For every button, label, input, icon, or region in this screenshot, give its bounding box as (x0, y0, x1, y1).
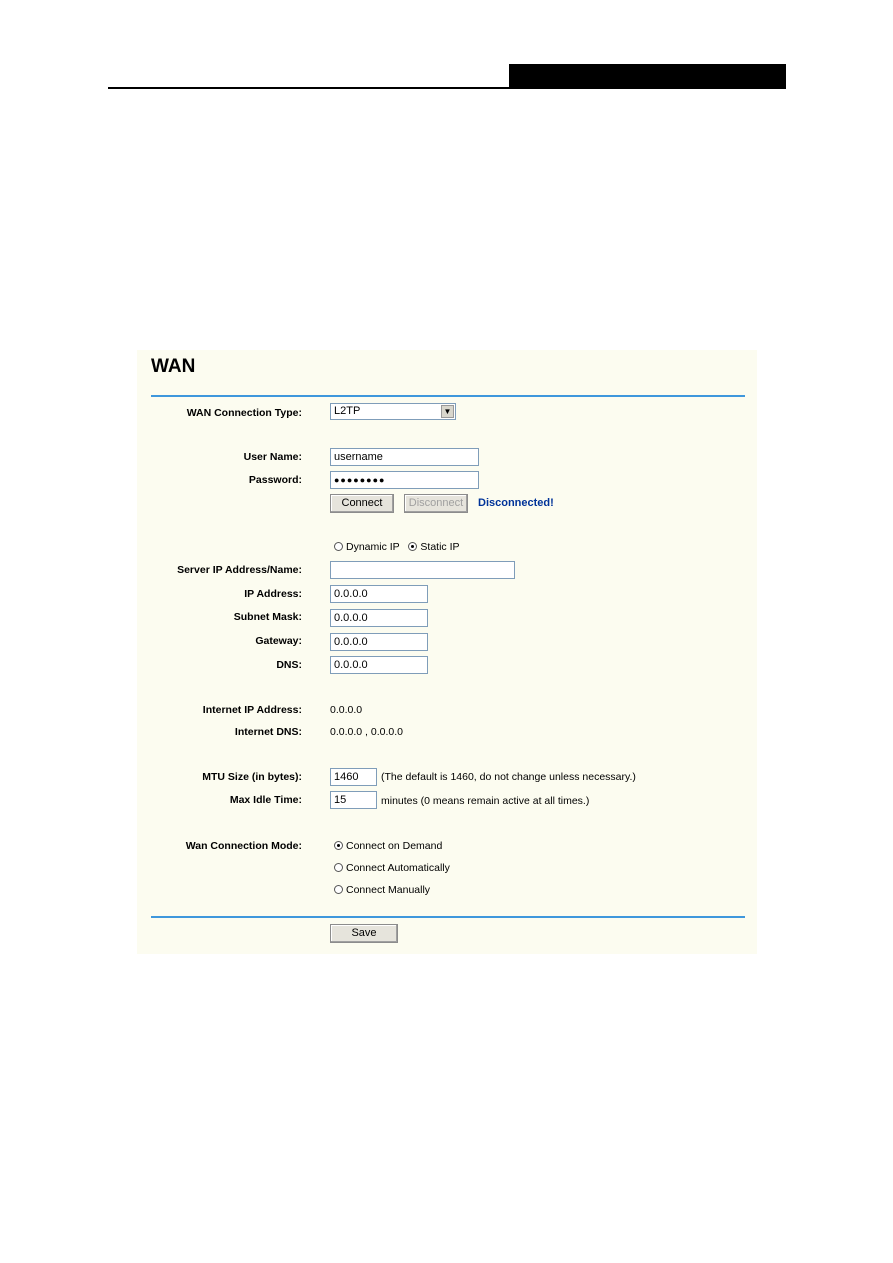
static-ip-radio[interactable] (408, 541, 459, 553)
password-input[interactable]: ●●●●●●●● (330, 471, 479, 489)
wan-type-select[interactable] (330, 403, 456, 420)
radio-checked-icon (334, 841, 343, 850)
dynamic-ip-label: Dynamic IP (346, 541, 400, 553)
dns-input[interactable]: 0.0.0.0 (330, 656, 428, 674)
disconnect-button[interactable]: Disconnect (404, 494, 468, 513)
chevron-down-icon[interactable]: ▼ (441, 405, 454, 418)
connect-button[interactable]: Connect (330, 494, 394, 513)
server-input[interactable] (330, 561, 515, 579)
idle-label: Max Idle Time: (229, 794, 302, 806)
internet-dns-value: 0.0.0.0 , 0.0.0.0 (330, 726, 403, 738)
wan-panel (137, 350, 757, 954)
ip-mode-options (334, 541, 460, 553)
mtu-input[interactable]: 1460 (330, 768, 377, 786)
dns-label: DNS: (276, 659, 302, 671)
mode-auto-label: Connect Automatically (346, 862, 450, 874)
mode-manual-label: Connect Manually (346, 884, 431, 896)
mode-option-demand[interactable] (334, 840, 442, 852)
internet-ip-value: 0.0.0.0 (330, 704, 363, 716)
radio-icon (334, 542, 343, 551)
save-button[interactable]: Save (330, 924, 398, 943)
radio-icon (334, 885, 343, 894)
mode-label: Wan Connection Mode: (185, 840, 302, 852)
server-label: Server IP Address/Name: (177, 564, 302, 576)
header-block (509, 64, 786, 88)
internet-dns-label: Internet DNS: (234, 726, 302, 738)
user-name-label: User Name: (243, 451, 302, 463)
gateway-input[interactable]: 0.0.0.0 (330, 633, 428, 651)
wan-type-label: WAN Connection Type: (186, 407, 302, 419)
radio-icon (334, 863, 343, 872)
top-divider (151, 395, 745, 397)
idle-input[interactable]: 15 (330, 791, 377, 809)
ip-address-label: IP Address: (244, 588, 302, 600)
subnet-mask-label: Subnet Mask: (233, 611, 302, 623)
password-label: Password: (248, 474, 302, 486)
radio-checked-icon (408, 542, 417, 551)
connection-status: Disconnected! (478, 497, 554, 509)
mode-option-auto[interactable] (334, 862, 450, 874)
mtu-note: (The default is 1460, do not change unless necessary.) (381, 771, 636, 783)
page-title: WAN (151, 356, 196, 377)
user-name-input[interactable]: username (330, 448, 479, 466)
static-ip-label: Static IP (420, 541, 460, 553)
wan-type-value: L2TP (334, 405, 361, 417)
gateway-label: Gateway: (255, 635, 302, 647)
idle-note: minutes (0 means remain active at all times.) (381, 795, 590, 807)
mtu-label: MTU Size (in bytes): (202, 771, 302, 783)
bottom-divider (151, 916, 745, 918)
internet-ip-label: Internet IP Address: (202, 704, 302, 716)
ip-address-input[interactable]: 0.0.0.0 (330, 585, 428, 603)
dynamic-ip-radio[interactable] (334, 541, 400, 553)
mode-demand-label: Connect on Demand (346, 840, 443, 852)
subnet-mask-input[interactable]: 0.0.0.0 (330, 609, 428, 627)
mode-option-manual[interactable] (334, 884, 430, 896)
